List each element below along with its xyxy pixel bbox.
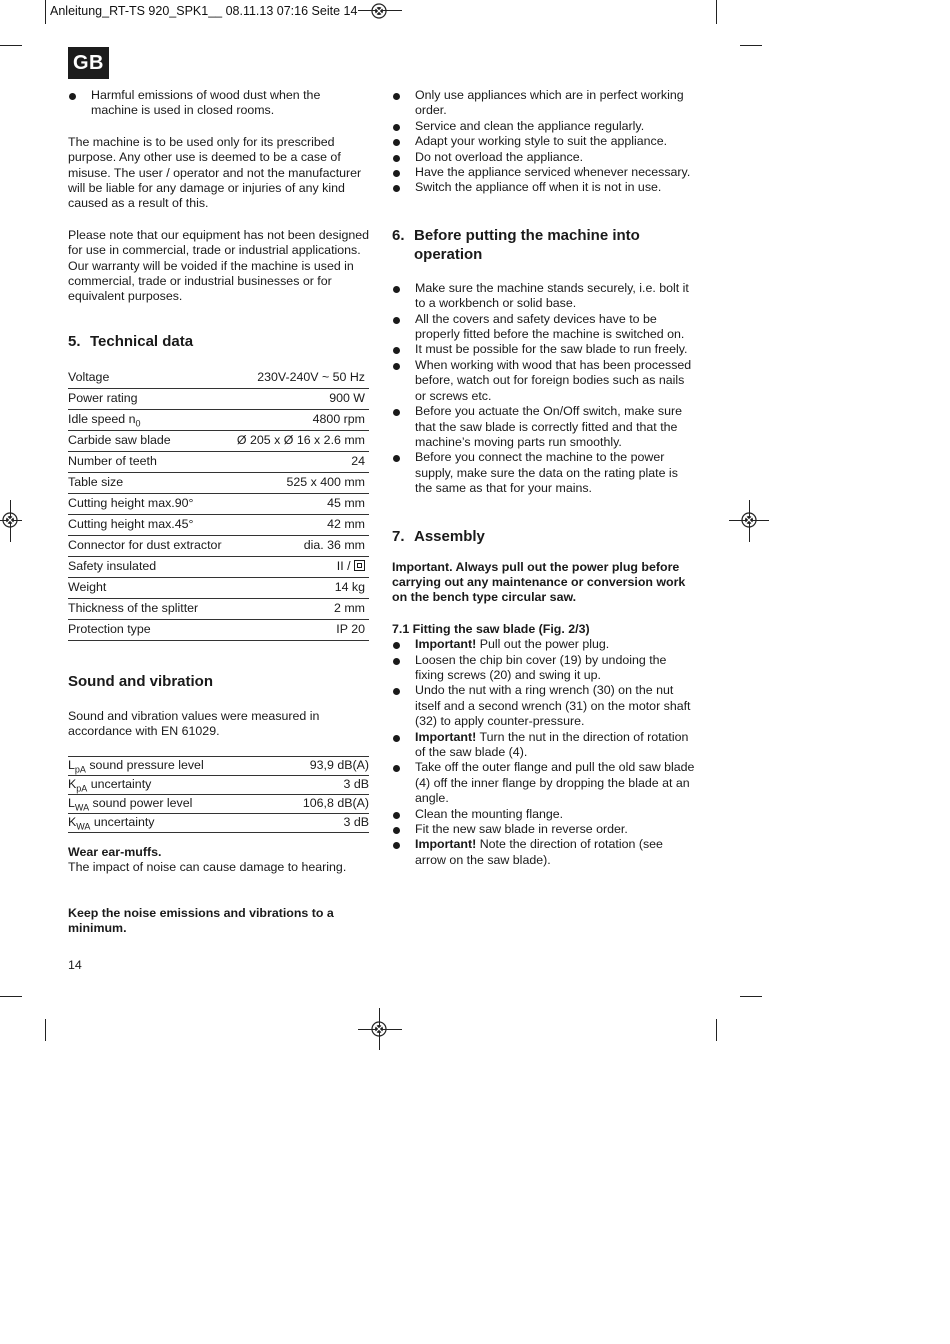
list-item: Do not overload the appliance. — [392, 150, 696, 165]
list-item-text: Note the direction of rotation (see arrow on the saw blade). — [415, 837, 663, 867]
spec-value-text: 4800 rpm — [312, 412, 365, 427]
registration-mark-icon — [1, 511, 19, 529]
registration-mark-icon — [740, 511, 758, 529]
sound-label-text: uncertainty — [90, 814, 155, 829]
spec-value-text: 42 mm — [327, 517, 365, 532]
section-6-heading — [392, 226, 696, 264]
spec-value — [230, 619, 369, 640]
table-row — [68, 535, 369, 556]
ear-muffs-title: Wear ear-muffs. — [68, 844, 162, 859]
crop-mark — [716, 1019, 717, 1041]
list-item: Switch the appliance off when it is not in use. — [392, 180, 696, 195]
list-item — [392, 730, 696, 761]
list-item — [392, 637, 696, 652]
list-item — [392, 822, 696, 837]
sound-vibration-heading: Sound and vibration — [68, 672, 213, 690]
list-item: Have the appliance serviced whenever necessary. — [392, 165, 696, 180]
sound-value: 3 dB — [270, 775, 369, 794]
list-item — [392, 760, 696, 806]
spec-value-text: 230V-240V ~ 50 Hz — [257, 370, 365, 385]
spec-value — [230, 472, 369, 493]
sound-label — [68, 794, 270, 813]
spec-label-text: Idle speed n — [68, 412, 136, 427]
spec-value-text: II / — [336, 559, 351, 574]
section-7-heading — [392, 527, 696, 546]
ear-muffs-text: The impact of noise can cause damage to hearing. — [68, 860, 347, 875]
sound-label — [68, 775, 270, 794]
list-item: Service and clean the appliance regularly. — [392, 119, 696, 134]
spec-label-subscript: 0 — [135, 418, 141, 429]
spec-label — [68, 409, 230, 430]
crop-mark — [0, 45, 22, 46]
spec-label-text: Power rating — [68, 391, 138, 406]
list-item: It must be possible for the saw blade to run freely. — [392, 342, 696, 357]
registration-mark-icon — [370, 2, 388, 20]
spec-label-text: Cutting height max.90° — [68, 496, 194, 511]
sound-value: 93,9 dB(A) — [270, 756, 369, 775]
spec-label — [68, 388, 230, 409]
spec-value-text: 2 mm — [334, 601, 365, 616]
spec-value-text: dia. 36 mm — [303, 538, 365, 553]
spec-label — [68, 514, 230, 535]
operation-bullet-list — [392, 281, 696, 497]
table-row — [68, 598, 369, 619]
sound-subscript: WA — [74, 802, 90, 813]
table-row — [68, 430, 369, 451]
spec-label-text: Table size — [68, 475, 124, 490]
spec-value — [230, 556, 369, 577]
spec-label — [68, 493, 230, 514]
right-column — [392, 88, 696, 868]
important-label: Important! — [415, 837, 477, 852]
spec-value — [230, 451, 369, 472]
sound-label — [68, 813, 270, 832]
spec-label — [68, 619, 230, 640]
list-item — [392, 807, 696, 822]
table-row — [68, 813, 369, 832]
usage-bullet-list — [392, 88, 696, 196]
sound-symbol: L — [68, 757, 75, 772]
table-row — [68, 514, 369, 535]
crop-mark — [45, 1019, 46, 1041]
noise-minimum-note: Keep the noise emissions and vibrations to a minimum. — [68, 905, 334, 935]
table-row — [68, 409, 369, 430]
section-number: 7. — [392, 527, 405, 545]
list-item — [392, 653, 696, 684]
print-slug: Anleitung_RT-TS 920_SPK1__ 08.11.13 07:16 Seite 14 — [50, 4, 358, 18]
page-number: 14 — [68, 958, 82, 972]
sound-intro-paragraph: Sound and vibration values were measured in accordance with EN 61029. — [68, 708, 320, 739]
spec-value — [230, 430, 369, 451]
list-item: Only use appliances which are in perfect working order. — [392, 88, 696, 119]
sound-symbol: L — [68, 795, 75, 810]
table-row — [68, 775, 369, 794]
spec-label — [68, 535, 230, 556]
list-item-text: Turn the nut in the direction of rotation of the saw blade (4). — [415, 729, 689, 759]
spec-value — [230, 493, 369, 514]
list-item: Harmful emissions of wood dust when the machine is used in closed rooms. — [68, 88, 370, 119]
sound-label — [68, 756, 270, 775]
spec-label — [68, 577, 230, 598]
spec-value — [230, 368, 369, 389]
spec-label-text: Cutting height max.45° — [68, 517, 194, 532]
spec-label-text: Voltage — [68, 370, 110, 385]
list-item-text: Clean the mounting flange. — [415, 806, 564, 821]
spec-value — [230, 514, 369, 535]
section-number: 5. — [68, 332, 81, 350]
spec-value-text: 24 — [351, 454, 365, 469]
table-row — [68, 388, 369, 409]
spec-label-text: Thickness of the splitter — [68, 601, 199, 616]
language-badge: GB — [68, 47, 109, 79]
sound-subscript: pA — [74, 764, 86, 775]
list-item-text: Pull out the power plug. — [476, 637, 610, 652]
spec-label — [68, 430, 230, 451]
table-row — [68, 794, 369, 813]
section-title: Technical data — [90, 332, 194, 350]
spec-label — [68, 472, 230, 493]
spec-label — [68, 598, 230, 619]
intro-bullet-list — [68, 88, 370, 119]
sound-data-table — [68, 756, 369, 833]
table-row — [68, 493, 369, 514]
list-item-text: Take off the outer flange and pull the old saw blade (4) off the inner flange by dropping the blade at an angle. — [415, 760, 695, 806]
spec-value-text: 14 kg — [334, 580, 365, 595]
warranty-paragraph: Please note that our equipment has not been designed for use in commercial, trade or industrial applications. Our warranty will be voided if the machine is used in commercial, trade or industrial businesses or for equivalent purposes. — [68, 227, 370, 304]
technical-data-table — [68, 368, 369, 641]
spec-value — [230, 577, 369, 598]
sound-label-text: sound pressure level — [85, 757, 204, 772]
important-label: Important! — [415, 729, 477, 744]
spec-label-text: Connector for dust extractor — [68, 538, 222, 553]
list-item: Before you connect the machine to the power supply, make sure the data on the rating plate is the same as that for your mains. — [392, 450, 696, 496]
table-row — [68, 556, 369, 577]
spec-label-text: Protection type — [68, 622, 151, 637]
list-item — [392, 837, 696, 868]
spec-label — [68, 368, 230, 389]
section-title: Assembly — [414, 527, 485, 545]
section-number: 6. — [392, 226, 405, 244]
intended-use-paragraph: The machine is to be used only for its prescribed purpose. Any other use is deemed to be a case of misuse. The user / operator and not the manufacturer will be liable for any damage or injuries of any kind caused as a result of this. — [68, 134, 362, 211]
list-item: Adapt your working style to suit the appliance. — [392, 134, 696, 149]
table-row — [68, 368, 369, 389]
spec-label-text: Carbide saw blade — [68, 433, 171, 448]
section-title: Before putting the machine into operation — [414, 226, 640, 263]
spec-value — [230, 409, 369, 430]
spec-value — [230, 388, 369, 409]
list-item: When working with wood that has been processed before, watch out for foreign bodies such as nails or screws etc. — [392, 358, 696, 404]
list-item-text: Fit the new saw blade in reverse order. — [415, 822, 628, 837]
spec-value — [230, 598, 369, 619]
sound-subscript: pA — [76, 783, 88, 794]
crop-mark — [740, 45, 762, 46]
important-label: Important! — [415, 637, 477, 652]
spec-value-text: 525 x 400 mm — [286, 475, 365, 490]
left-column — [68, 88, 370, 936]
sound-label-text: uncertainty — [87, 776, 152, 791]
technical-data-heading — [68, 332, 370, 351]
spec-label-text: Safety insulated — [68, 559, 157, 574]
table-row — [68, 756, 369, 775]
sound-label-text: sound power level — [89, 795, 193, 810]
sound-value: 3 dB — [270, 813, 369, 832]
table-row — [68, 451, 369, 472]
table-row — [68, 472, 369, 493]
spec-value-text: 45 mm — [327, 496, 365, 511]
spec-label — [68, 451, 230, 472]
subsection-7-1-heading: 7.1 Fitting the saw blade (Fig. 2/3) — [392, 621, 590, 636]
list-item — [392, 683, 696, 729]
spec-value-text: 900 W — [329, 391, 365, 406]
list-item-text: Loosen the chip bin cover (19) by undoing the fixing screws (20) and swing it up. — [415, 652, 667, 682]
sound-value: 106,8 dB(A) — [270, 794, 369, 813]
spec-value — [230, 535, 369, 556]
spec-label — [68, 556, 230, 577]
sound-symbol: K — [68, 814, 77, 829]
table-row — [68, 619, 369, 640]
list-item: Before you actuate the On/Off switch, make sure that the saw blade is correctly fitted and that the machine’s moving parts run smoothly. — [392, 404, 696, 450]
spec-label-text: Weight — [68, 580, 107, 595]
list-item: All the covers and safety devices have to be properly fitted before the machine is switched on. — [392, 312, 696, 343]
sound-symbol: K — [68, 776, 77, 791]
list-item: Make sure the machine stands securely, i.e. bolt it to a workbench or solid base. — [392, 281, 696, 312]
spec-label-text: Number of teeth — [68, 454, 157, 469]
list-item-text: Undo the nut with a ring wrench (30) on the nut itself and a second wrench (31) on the motor shaft (32) to apply counter-pressure. — [415, 683, 691, 729]
assembly-important-note: Important. Always pull out the power plug before carrying out any maintenance or conversion work on the bench type circular saw. — [392, 559, 686, 605]
crop-mark — [740, 996, 762, 997]
registration-mark-icon — [370, 1020, 388, 1038]
crop-mark — [45, 0, 46, 24]
saw-blade-bullet-list — [392, 637, 696, 868]
table-row — [68, 577, 369, 598]
spec-value-text: IP 20 — [336, 622, 365, 637]
sound-subscript: WA — [76, 821, 91, 832]
crop-mark — [0, 996, 22, 997]
protection-class-icon — [354, 560, 365, 571]
crop-mark — [716, 0, 717, 24]
spec-value-text: Ø 205 x Ø 16 x 2.6 mm — [236, 433, 365, 448]
